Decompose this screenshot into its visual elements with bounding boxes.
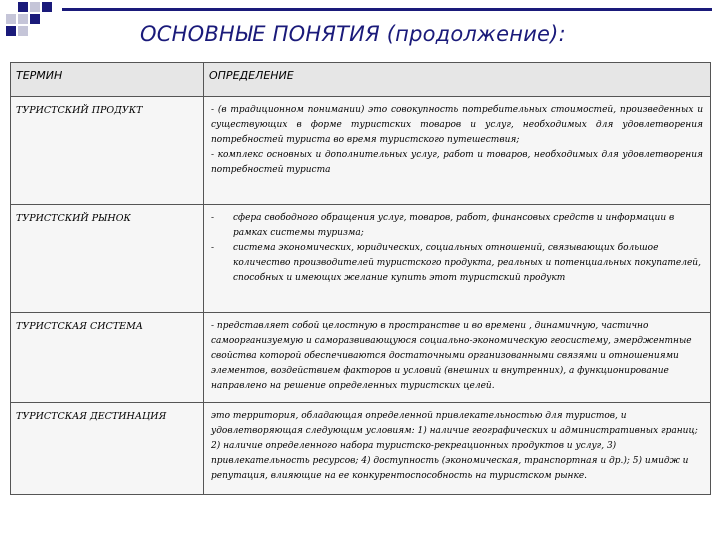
term-cell: ТУРИСТСКАЯ СИСТЕМА xyxy=(11,313,204,403)
definition-paragraph: - комплекс основных и дополнительных услуг, работ и товаров, необходимых для удовлетворения потребностей туриста xyxy=(211,150,703,175)
definition-cell xyxy=(204,205,711,313)
definition-paragraph: - представляет собой целостную в пространстве и во времени , динамичную, частично самоорганизуемую и саморазвивающуюся социально-экономическую геосистему, эмерджентные свойства которой обеспечиваются достаточными организованными связями и отношениями элементов, воздействием факторов и условий (внешних и внутренних), а функционирование направлено на решение определенных туристских целей. xyxy=(211,321,692,391)
term-cell: ТУРИСТСКИЙ РЫНОК xyxy=(11,205,204,313)
definition-list-item: - система экономических, юридических, социальных отношений, связывающих большое количество производителей туристского продукта, реальных и потенциальных покупателей, способных и имеющих желание купить этот туристский продукт xyxy=(211,241,703,286)
title-rule xyxy=(62,8,712,11)
slide-title: ОСНОВНЫЕ ПОНЯТИЯ (продолжение): xyxy=(140,22,566,46)
table-row xyxy=(11,403,711,495)
header-term: ТЕРМИН xyxy=(11,63,204,97)
table-header-row xyxy=(11,63,711,97)
decor-square xyxy=(42,2,52,12)
header-definition: ОПРЕДЕЛЕНИЕ xyxy=(204,63,711,97)
definition-cell xyxy=(204,97,711,205)
decor-square xyxy=(18,26,28,36)
decor-square xyxy=(30,2,40,12)
definition-cell xyxy=(204,403,711,495)
term-cell: ТУРИСТСКАЯ ДЕСТИНАЦИЯ xyxy=(11,403,204,495)
definition-cell xyxy=(204,313,711,403)
table-row xyxy=(11,313,711,403)
decor-square xyxy=(6,14,16,24)
table-row xyxy=(11,97,711,205)
decor-square xyxy=(18,14,28,24)
decorative-squares xyxy=(0,0,60,40)
definition-list xyxy=(211,211,703,286)
definition-paragraph: - (в традиционном понимании) это совокупность потребительных стоимостей, произведенных и существующих в форме туристских товаров и услуг, необходимых для удовлетворения потребностей туриста во время туристского путешествия; xyxy=(211,105,703,145)
decor-square xyxy=(18,2,28,12)
definition-list-item: - сфера свободного обращения услуг, товаров, работ, финансовых средств и информации в рамках системы туризма; xyxy=(211,211,703,241)
definition-paragraph: это территория, обладающая определенной привлекательностью для туристов, и удовлетворяющая следующим условиям: 1) наличие географических и административных границ; 2) наличие определенного набора туристско-рекреационных продуктов и услуг, 3) привлекательность ресурсов; 4) доступность (экономическая, транспортная и др.); 5) имидж и репутация, влияющие на ее конкурентоспособность на туристском рынке. xyxy=(211,411,698,481)
term-cell: ТУРИСТСКИЙ ПРОДУКТ xyxy=(11,97,204,205)
table-row xyxy=(11,205,711,313)
decor-square xyxy=(6,26,16,36)
decor-square xyxy=(30,14,40,24)
definitions-table xyxy=(10,62,711,495)
